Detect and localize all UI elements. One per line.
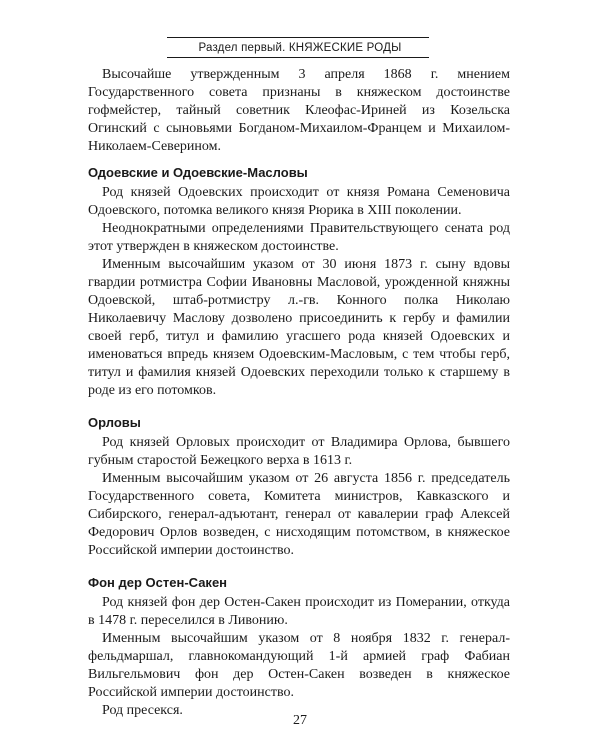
section-heading: Орловы [88, 415, 141, 430]
paragraph: Именным высочайшим указом от 26 августа 1856 г. председатель Государственного совета, Комитета министров, Кавказского и Сибирского, генерал-адъютант, генерал от кавалерии граф Алексей Федорович Орлов возведен, с нисходящим потомством, в княжеское Российской империи достоинство. [88, 471, 510, 558]
section-odoevskie [88, 164, 510, 400]
section-osten-saken [88, 574, 510, 720]
section-orlovy [88, 414, 510, 560]
intro-paragraph: Высочайше утвержденным 3 апреля 1868 г. мнением Государственного совета признаны в княжеском достоинстве гофмейстер, тайный советник Клеофас-Ириней из Козельска Огинский с сыновьями Богданом-Михаилом-Францем и Михаилом-Николаем-Северином. [88, 67, 510, 154]
running-head [0, 22, 600, 62]
page-body [88, 66, 510, 720]
paragraph: Именным высочайшим указом от 30 июня 1873 г. сыну вдовы гвардии ротмистра Софии Ивановны Масловой, урожденной княжны Одоевской, штаб-ротмистру л.-гв. Конного полка Николаю Николаевичу Маслову дозволено присоединить к гербу и фамилии своей герб, титул и фамилию угасшего рода князей Одоевских и именоваться впредь князем Одоевским-Масловым, с тем чтобы герб, титул и фамилия князей Одоевских переходили только к старшему в роде из его потомков. [88, 257, 510, 398]
running-head-top-rule [167, 37, 429, 38]
paragraph: Род пресекся. [102, 703, 183, 718]
paragraph: Неоднократными определениями Правительствующего сената род этот утвержден в княжеском достоинстве. [88, 221, 510, 254]
running-head-bottom-rule [167, 57, 429, 58]
paragraph: Именным высочайшим указом от 8 ноября 1832 г. генерал-фельдмаршал, главнокомандующий 1-й армией граф Фабиан Вильгельмович фон дер Остен-Сакен возведен в княжеское Российской империи достоинство. [88, 631, 510, 700]
paragraph: Род князей Одоевских происходит от князя Романа Семеновича Одоевского, потомка великого князя Рюрика в XIII поколении. [88, 185, 510, 218]
paragraph: Род князей Орловых происходит от Владимира Орлова, бывшего губным старостой Бежецкого верха в 1613 г. [88, 435, 510, 468]
section-heading: Фон дер Остен-Сакен [88, 575, 228, 590]
running-head-text: Раздел первый. КНЯЖЕСКИЕ РОДЫ [198, 42, 402, 54]
paragraph: Род князей фон дер Остен-Сакен происходит из Померании, откуда в 1478 г. переселился в Ливонию. [88, 595, 510, 628]
section-heading: Одоевские и Одоевские-Масловы [88, 165, 308, 180]
page-number: 27 [293, 713, 307, 728]
